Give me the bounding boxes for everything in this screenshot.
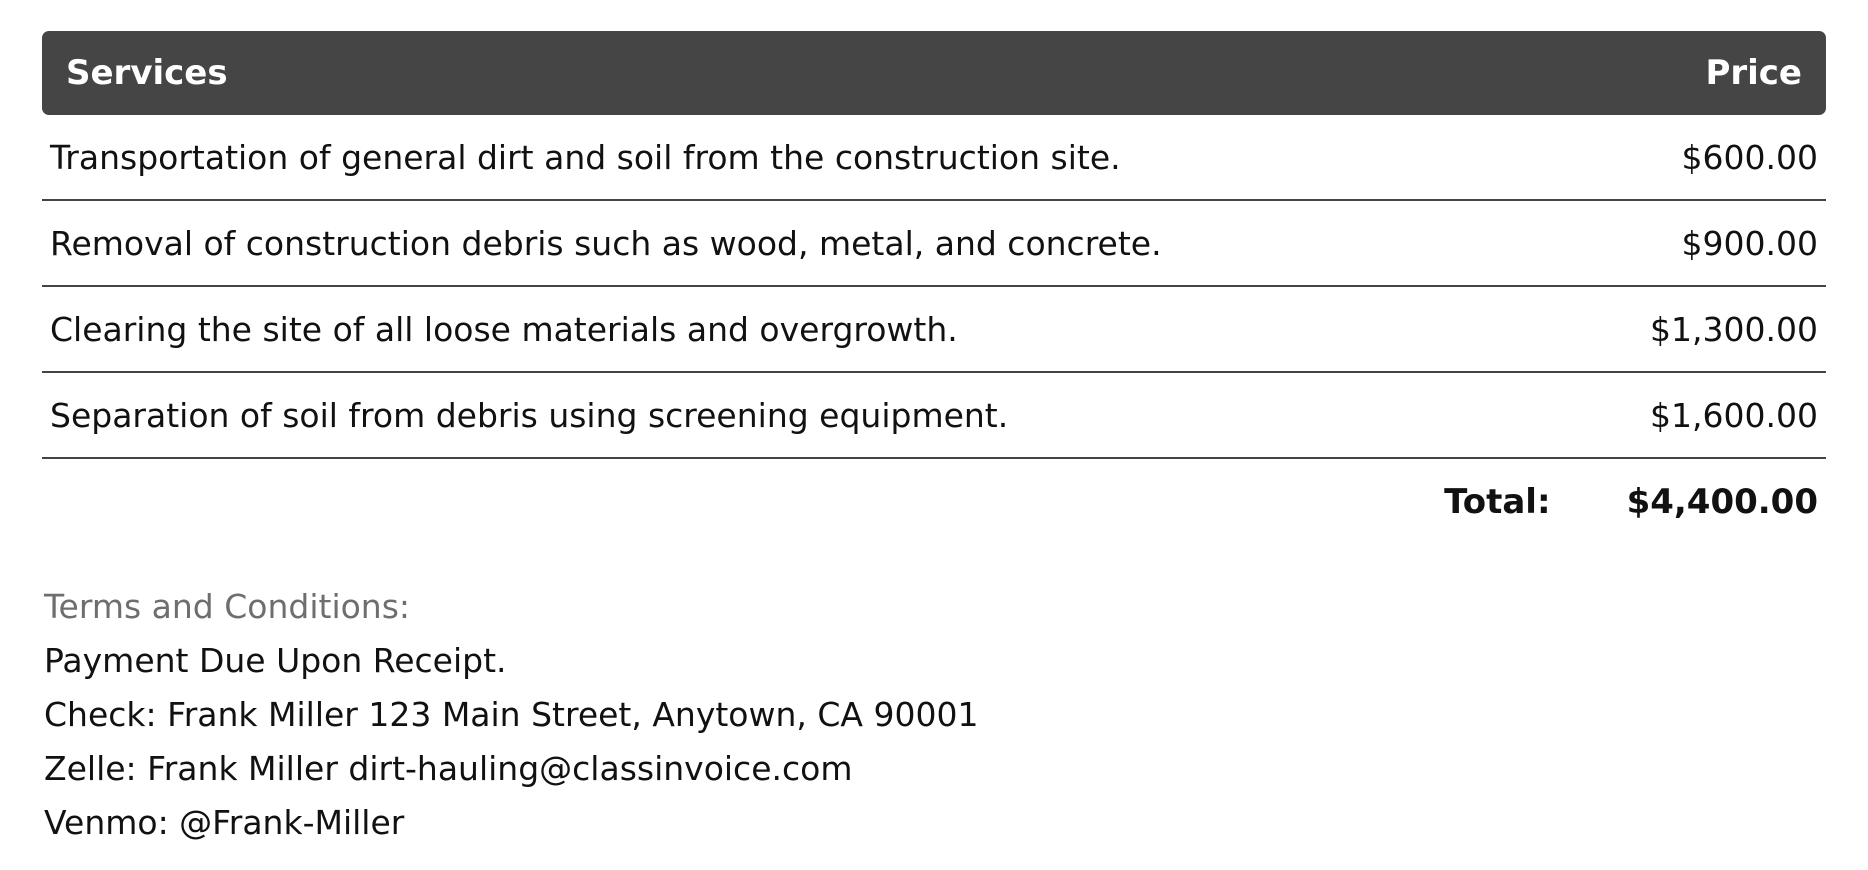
- terms-line-zelle: Zelle: Frank Miller dirt-hauling@classinvoice.com: [44, 749, 853, 788]
- terms-section: [44, 580, 978, 850]
- total-row: [42, 459, 1826, 545]
- price-column-header: Price: [1705, 53, 1802, 93]
- service-price: $600.00: [1681, 137, 1818, 177]
- table-row: [42, 373, 1826, 459]
- service-description: Transportation of general dirt and soil from the construction site.: [50, 137, 1121, 177]
- service-description: Clearing the site of all loose materials and overgrowth.: [50, 309, 958, 349]
- table-row: [42, 115, 1826, 201]
- services-table: [42, 31, 1826, 545]
- service-description: Separation of soil from debris using screening equipment.: [50, 395, 1009, 435]
- terms-line-check: Check: Frank Miller 123 Main Street, Anytown, CA 90001: [44, 695, 979, 734]
- total-value: $4,400.00: [1626, 482, 1818, 522]
- total-label: Total:: [1444, 482, 1551, 522]
- table-row: [42, 287, 1826, 373]
- services-column-header: Services: [66, 53, 228, 93]
- table-header: [42, 31, 1826, 115]
- table-row: [42, 201, 1826, 287]
- service-description: Removal of construction debris such as wood, metal, and concrete.: [50, 223, 1162, 263]
- service-price: $1,600.00: [1650, 395, 1818, 435]
- terms-title: Terms and Conditions:: [44, 587, 411, 626]
- terms-line-payment: Payment Due Upon Receipt.: [44, 641, 507, 680]
- terms-line-venmo: Venmo: @Frank-Miller: [44, 803, 405, 842]
- service-price: $1,300.00: [1650, 309, 1818, 349]
- service-price: $900.00: [1681, 223, 1818, 263]
